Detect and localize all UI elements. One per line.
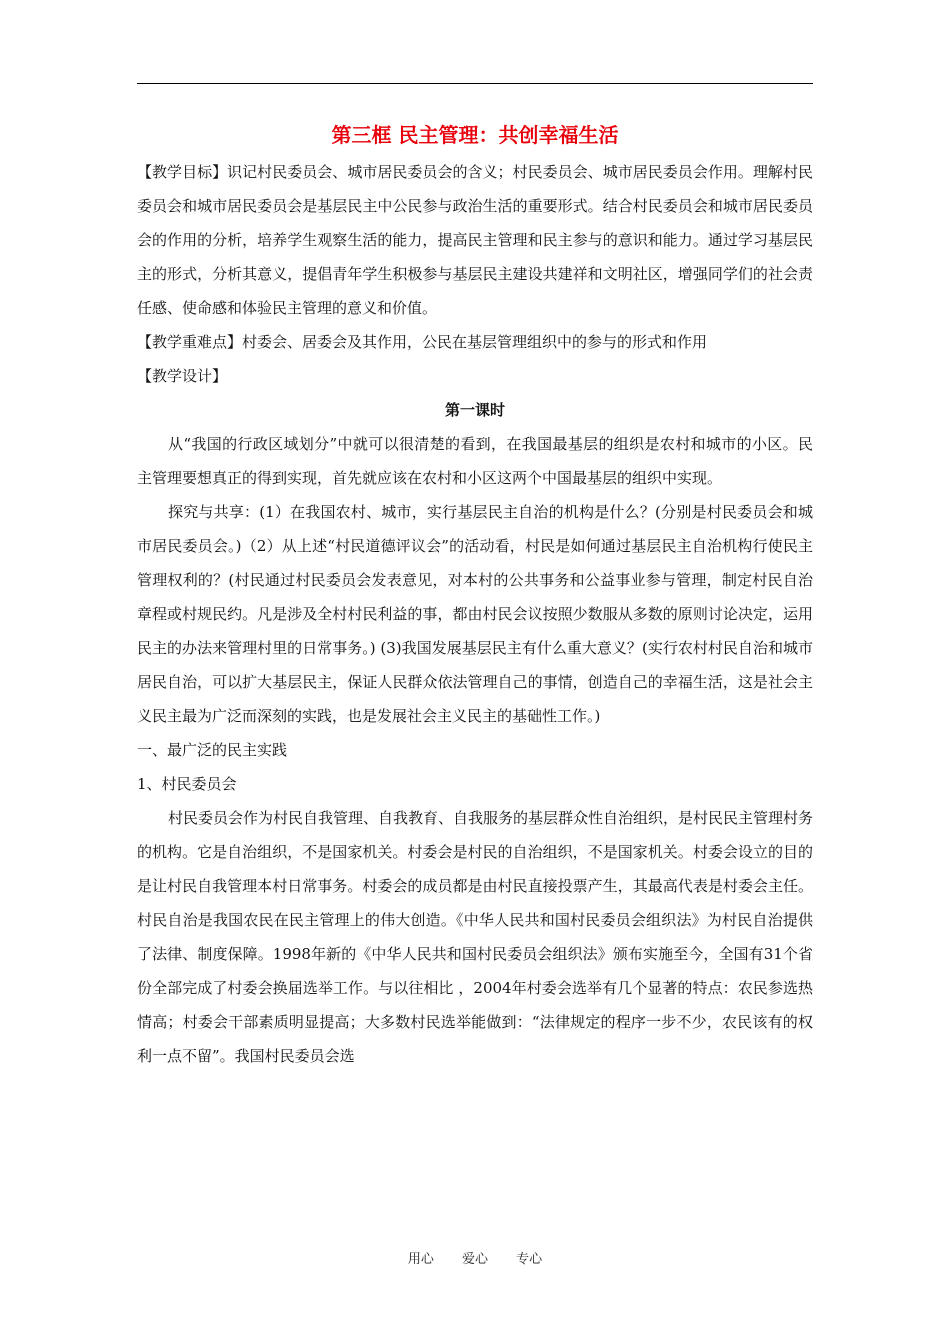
key-points-text: 村委会、居委会及其作用，公民在基层管理组织中的参与的形式和作用 — [242, 333, 708, 351]
explore-share-paragraph: 探究与共享：(1）在我国农村、城市，实行基层民主自治的机构是什么？(分别是村民委员会和城市居民委员会。)（2）从上述“村民道德评议会”的活动看，村民是如何通过基层民主自治机构行使民主管理权利的？(村民通过村民委员会发表意见，对本村的公共事务和公益事业参与管理，制定村民自治章程或村规民约。凡是涉及全村村民利益的事，都由村民会议按照少数服从多数的原则讨论决定，运用民主的办法来管理村里的日常事务。) (3)我国发展基层民主有什么重大意义？(实行农村村民自治和城市居民自治，可以扩大基层民主，保证人民群众依法管理自己的事情，创造自己的幸福生活，这是社会主义民主最为广泛而深刻的实践，也是发展社会主义民主的基础性工作。) — [137, 503, 813, 725]
header-rule — [137, 83, 813, 84]
teaching-goals-label: 【教学目标】 — [137, 163, 228, 181]
village-committee-paragraph: 村民委员会作为村民自我管理、自我教育、自我服务的基层群众性自治组织，是村民民主管理村务的机构。它是自治组织，不是国家机关。村委会是村民的自治组织，不是国家机关。村委会设立的目的是让村民自我管理本村日常事务。村委会的成员都是由村民直接投票产生，其最高代表是村委会主任。村民自治是我国农民在民主管理上的伟大创造。《中华人民共和国村民委员会组织法》为村民自治提供了法律、制度保障。1998年新的《中华人民共和国村民委员会组织法》颁布实施至今，全国有31个省份全部完成了村委会换届选举工作。与以往相比 ，2004年村委会选举有几个显著的特点：农民参选热情高；村委会干部素质明显提高；大多数村民选举能做到：“法律规定的程序一步不少，农民该有的权利一点不留”。我国村民委员会选 — [137, 809, 814, 1065]
teaching-goals-text: 识记村民委员会、城市居民委员会的含义；村民委员会、城市居民委员会作用。理解村民委员会和城市居民委员会是基层民主中公民参与政治生活的重要形式。结合村民委员会和城市居民委员会的作用的分析，培养学生观察生活的能力，提高民主管理和民主参与的意识和能力。通过学习基层民主的形式，分析其意义，提倡青年学生积极参与基层民主建设共建祥和文明社区，增强同学们的社会责任感、使命感和体验民主管理的意义和价值。 — [137, 163, 813, 317]
document-body — [137, 118, 813, 1073]
subsection-heading: 1、村民委员会 — [137, 775, 237, 793]
teaching-goals-paragraph — [137, 155, 813, 325]
footer-item: 爱心 — [461, 1252, 488, 1267]
document-title: 第三框 民主管理：共创幸福生活 — [331, 123, 619, 147]
page-footer — [0, 1248, 950, 1267]
footer-item: 用心 — [407, 1252, 434, 1267]
teaching-design-label: 【教学设计】 — [137, 367, 228, 385]
key-points-paragraph — [137, 325, 813, 359]
intro-paragraph: 从“我国的行政区域划分”中就可以很清楚的看到，在我国最基层的组织是农村和城市的小区。民主管理要想真正的得到实现，首先就应该在农村和小区这两个中国最基层的组织中实现。 — [137, 435, 813, 487]
section-heading: 一、最广泛的民主实践 — [137, 741, 288, 759]
lesson-title: 第一课时 — [444, 401, 505, 419]
key-points-label: 【教学重难点】 — [137, 333, 243, 351]
footer-item: 专心 — [516, 1252, 543, 1267]
